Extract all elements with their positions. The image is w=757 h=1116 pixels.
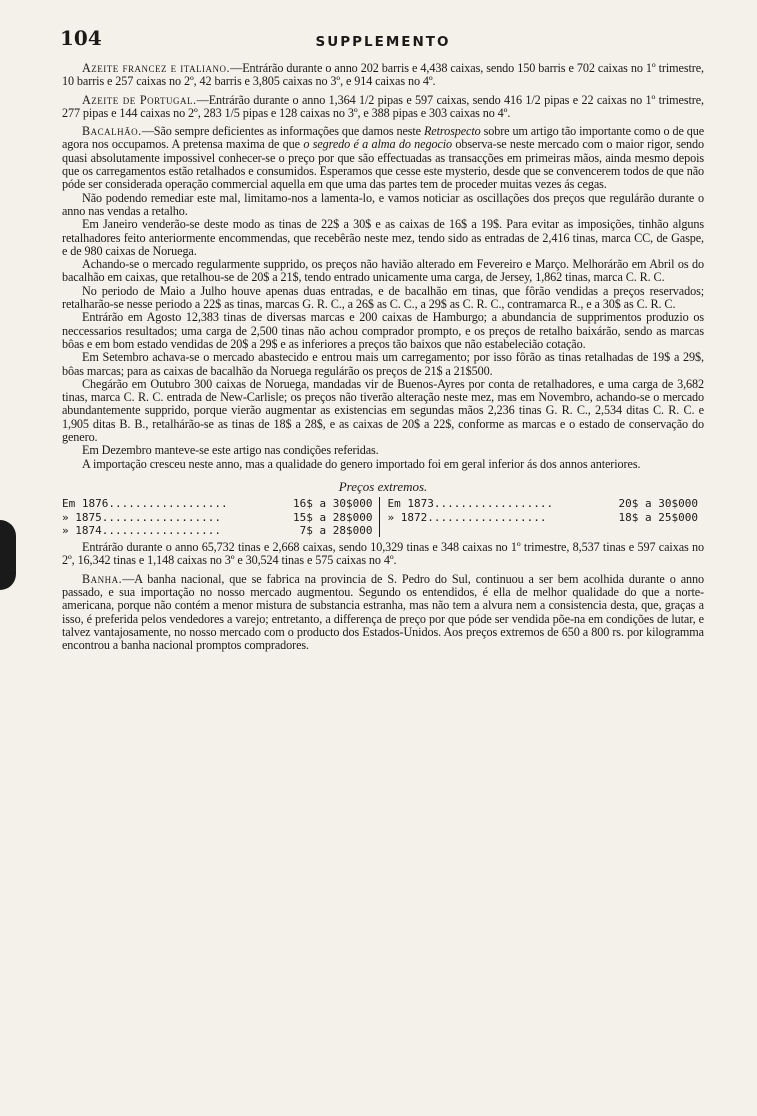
prices-heading: Preços extremos. — [338, 478, 428, 494]
paragraph: A importação cresceu neste anno, mas a qualidade do genero importado foi em geral inferior ás dos annos anteriores. — [82, 456, 641, 471]
price-range: 20$ a 30$000 — [618, 497, 698, 511]
price-table — [62, 497, 704, 537]
paragraph: Em Setembro achava-se o mercado abastecido e entrou mais um carregamento; por isso fôrão as tinas retalhadas de 19$ a 29$, bôas marcas; para as caixas de bacalhão da Noruega regulárão os preços de 21$ a 21$500. — [62, 350, 704, 378]
paragraph-banha — [62, 573, 704, 653]
paragraph: Achando-se o mercado regularmente supprido, os preços não havião alterado em Fevereiro e Março. Melhorárão em Abril os do bacalhão em caixas, que retalhou-se de 20$ a 21$, tendo entrado unicamente uma carga, de Jersey, 1,862 tinas, marca C. R. C. — [62, 257, 704, 285]
azeite-portugal-text: —Entrárão durante o anno 1,364 1/2 pipas e 597 caixas, sendo 416 1/2 pipas e 22 caixas no 1º trimestre, 277 pipas e 144 caixas no 2º, 283 1/5 pipas e 128 caixas no 3º, e 388 pipas e 303 caixas no 4º. — [62, 92, 704, 120]
price-year: » 1875.................. — [62, 510, 221, 524]
price-year: » 1872.................. — [387, 510, 547, 524]
page-header — [60, 26, 704, 52]
paragraph-bacalhao-intro — [62, 125, 704, 191]
price-year: Em 1876.................. — [62, 497, 228, 511]
paragraph: Chegárão em Outubro 300 caixas de Noruega, mandadas vir de Buenos-Ayres por conta de retalhadores, e uma carga de 3,682 tinas, marca C. R. C. entrada de New-Carlisle; os preços não tiverão alteração neste mez, mas em Novembro, achando-se o mercado abundantemente supprido, porque vierão augmentar as existencias em segundas mãos 2,236 tinas G. R. C., 2,534 ditas C. R. C. e 1,905 ditas B. B., retalhárão-se as tinas de 18$ a 28$, e as caixas de 20$ a 22$, conforme as marcas e o estado de conservação do genero. — [62, 376, 704, 445]
paragraph: Em Janeiro venderão-se deste modo as tinas de 22$ a 30$ e as caixas de 16$ a 19$. Para evitar as imposições, tinhão alguns retalhadores feito anteriormente encommendas, que recebêrão neste mez, tendo sido as entradas de 2,416 tinas, marca CC, de Gaspe, e de 980 caixas de Noruega. — [62, 217, 704, 258]
paragraph-azeite-portugal — [62, 94, 704, 121]
bacalhao-intro-italic-a: Retrospecto — [423, 124, 481, 139]
section-heading-banha: Banha. — [82, 571, 123, 586]
price-row — [62, 497, 379, 510]
section-heading-azeite-frances: Azeite francez e italiano. — [82, 61, 231, 75]
price-range: 7$ a 28$000 — [299, 523, 373, 537]
price-range: 18$ a 25$000 — [618, 510, 698, 524]
paragraph-bacalhao-closing: Entrárão durante o anno 65,732 tinas e 2,668 caixas, sendo 10,329 tinas e 348 caixas no 1º trimestre, 8,537 tinas e 597 caixas no 2º, 16,342 tinas e 1,148 caixas no 3º e 30,524 tinas e 575 caixas no 4º. — [62, 540, 704, 568]
section-heading-bacalhao: Bacalhão. — [82, 124, 142, 139]
page-edge-blot — [0, 520, 16, 590]
bacalhao-intro-a: —São sempre deficientes as informações que damos neste — [141, 124, 424, 139]
bacalhao-intro-b: sobre um artigo tão importante como o de que agora nos occupamos. A pretensa maxima de que — [62, 124, 705, 152]
document-page — [60, 26, 705, 653]
azeite-frances-text: —Entrárão durante o anno 202 barris e 4,438 caixas, sendo 150 barris e 702 caixas no 1º trimestre, 10 barris e 257 caixas no 2º, 42 barris e 3,805 caixas no 3º, e 914 caixas no 4º. — [62, 61, 704, 89]
price-year: » 1874.................. — [62, 523, 221, 537]
running-title: SUPPLEMENTO — [315, 34, 451, 50]
bacalhao-intro-c: observa-se neste mercado com o maior rigor, sendo quasi absolutamente impossivel conhecer-se o preço por que são effectuadas as transacções em primeiras mãos, ainda mesmo depois que os carregamentos estão retalhados e consumidos. Esperamos que cesse este mysterio, desde que se convencerem todos de que não póde ser considerada operação commercial aquella em que uma das partes tem de proceder muitas vezes ás cegas. — [62, 137, 705, 192]
price-year: Em 1873.................. — [387, 497, 554, 511]
paragraph-azeite-frances — [62, 62, 704, 89]
paragraph: Em Dezembro manteve-se este artigo nas condições referidas. — [82, 443, 379, 458]
paragraph: Entrárão em Agosto 12,383 tinas de diversas marcas e 200 caixas de Hamburgo; a abundancia de supprimentos produzio os neccessarios resultados; uma carga de 2,500 tinas não achou comprador prompto, e os preços de retalho baixárão, sendo as marcas bôas e em bom estado vendidas de 20$ a 29$ e as inferiores a preços tão baixos que não estabelecião cotação. — [62, 310, 704, 351]
price-row — [388, 511, 705, 524]
price-row — [62, 524, 379, 537]
banha-text: —A banha nacional, que se fabrica na provincia de S. Pedro do Sul, continuou a ser bem acolhida durante o anno passado, e sua importação no nosso mercado augmentou. Segundo os entendidos, é ella de melhor qualidade do que a norte-americana, porque não contém a menor mistura de substancia estranha, mas não tem a alvura nem a consistencia desta, que, graças a isso, é preferida pelos vendedores a varejo; entretanto, a differença de preço por que póde ser vendida põe-na em condições de lutar, e talvez vantajosamente, no nosso mercado com o producto dos Estados-Unidos. Aos preços extremos de 650 a 800 rs. por kilogramma encontrou a banha nacional promptos compradores. — [62, 571, 704, 653]
price-row — [388, 497, 705, 510]
section-heading-azeite-portugal: Azeite de Portugal. — [82, 92, 197, 107]
price-row — [62, 511, 379, 524]
paragraph: No periodo de Maio a Julho houve apenas duas entradas, e de bacalhão em tinas, que fôrão vendidas a preços reservados; retalharão-se nesse periodo a 22$ as tinas, marcas G. R. C., a 26$ as C. C., a 29$ as C. R. C., contramarca R., e a 30$ as C. R. C. — [62, 283, 704, 312]
page-number: 104 — [60, 26, 102, 50]
price-range: 16$ a 30$000 — [293, 497, 373, 511]
price-column-right — [379, 497, 705, 537]
price-column-left — [62, 497, 379, 537]
bacalhao-intro-italic-b: o segredo é a alma do negocio — [303, 137, 453, 152]
price-range: 15$ a 28$000 — [293, 510, 373, 524]
paragraph: Não podendo remediar este mal, limitamo-nos a lamenta-lo, e vamos noticiar as oscillações dos preços que regulárão durante o anno nas vendas a retalho. — [62, 190, 704, 218]
